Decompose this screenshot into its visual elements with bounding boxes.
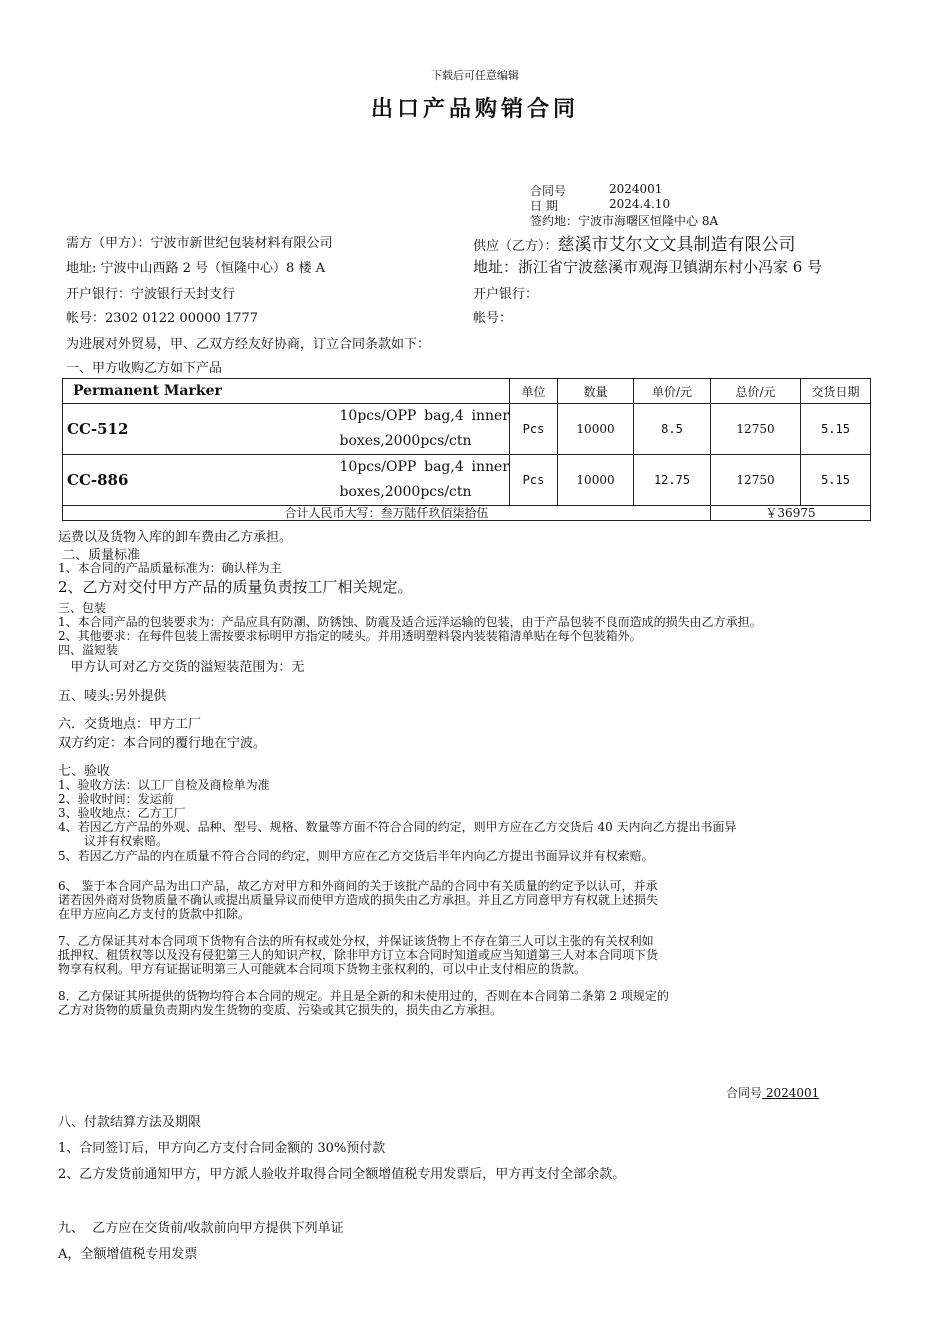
date-label: 日 期	[530, 199, 558, 213]
freight-note: 运费以及货物入库的卸车费由乙方承担。	[58, 530, 293, 545]
signing-place: 签约地：宁波市海曙区恒隆中心 8A	[530, 214, 719, 228]
header-qty: 数量	[558, 379, 634, 404]
header-unit: 单位	[510, 379, 558, 404]
row-qty: 10000	[558, 455, 634, 506]
page-title: 出口产品购销合同	[370, 97, 579, 122]
row-desc-line2: boxes,2000pcs/ctn	[339, 484, 472, 500]
row-qty: 10000	[558, 404, 634, 455]
header-total: 总价/元	[711, 379, 801, 404]
section7-item6-line1: 6、 鉴于本合同产品为出口产品，故乙方对甲方和外商间的关于该批产品的合同中有关质量的约定予以认可，并承	[58, 879, 658, 893]
section8-item2: 2、乙方发货前通知甲方，甲方派人验收并取得合同全额增值税专用发票后，甲方再支付全部余款。	[58, 1167, 626, 1182]
footer-contract-no-value: 2024001	[762, 1086, 820, 1100]
row-desc	[338, 455, 510, 506]
section4-text: 甲方认可对乙方交货的溢短装范围为：无	[58, 660, 305, 675]
row-desc-line1: 10pcs/OPP bag,4 inner	[339, 459, 510, 475]
row-price: 8.5	[634, 404, 711, 455]
section7-item6-line3: 在甲方应向乙方支付的货款中扣除。	[58, 907, 251, 921]
section7-item8-line1: 8．乙方保证其所提供的货物均符合本合同的规定。并且是全新的和未使用过的，否则在本合同第二条第 2 项规定的	[58, 989, 669, 1003]
row-desc-line2: boxes,2000pcs/ctn	[339, 433, 472, 449]
footer-contract-no	[726, 1084, 819, 1101]
sum-value: ￥36975	[711, 506, 871, 521]
section6-text: 双方约定：本合同的覆行地在宁波。	[58, 736, 267, 751]
row-total: 12750	[711, 404, 801, 455]
section7-item1: 1、验收方法：以工厂自检及商检单为准	[58, 778, 270, 792]
footer-contract-no-label: 合同号	[726, 1086, 763, 1100]
table-sum-row	[63, 506, 871, 521]
product-name: Permanent Marker	[63, 379, 510, 404]
row-date: 5.15	[801, 455, 871, 506]
row-total: 12750	[711, 455, 801, 506]
row-desc	[338, 404, 510, 455]
header-price: 单价/元	[634, 379, 711, 404]
seller-address: 地址：浙江省宁波慈溪市观海卫镇湖东村小冯家 6 号	[473, 258, 823, 276]
section7-item4-line1: 4、若因乙方产品的外观、品种、型号、规格、数量等方面不符合合同的约定，则甲方应在乙方交货后 40 天内向乙方提出书面异	[58, 820, 737, 834]
table-row	[63, 404, 871, 455]
contract-no-label: 合同号	[530, 184, 567, 198]
section7-item5: 5、若因乙方产品的内在质量不符合合同的约定，则甲方应在乙方交货后半年内向乙方提出书面异议并有权索赔。	[58, 849, 654, 863]
section7-item2: 2、验收时间：发运前	[58, 792, 174, 806]
section3-item2: 2、其他要求：在每件包装上需按要求标明甲方指定的唛头。并用透明塑料袋内装装箱清单贴在每个包装箱外。	[58, 629, 642, 643]
table-header-row	[63, 379, 871, 404]
buyer-account: 帐号：2302 0122 00000 1777	[66, 311, 259, 326]
seller-label: 供应（乙方）：	[473, 239, 558, 254]
seller-account: 帐号：	[473, 311, 513, 326]
section7-item7-line3: 物享有权利。甲方有证据证明第三人可能就本合同项下货物主张权利的，可以中止支付相应的货款。	[58, 962, 587, 976]
row-unit: Pcs	[510, 404, 558, 455]
header-date: 交货日期	[801, 379, 871, 404]
section8-item1: 1、合同签订后，甲方向乙方支付合同金额的 30%预付款	[58, 1141, 386, 1156]
row-model: CC-512	[63, 404, 338, 455]
section9-heading: 九、 乙方应在交货前/收款前向甲方提供下列单证	[58, 1221, 344, 1236]
row-date: 5.15	[801, 404, 871, 455]
section9-itemA: A，全额增值税专用发票	[58, 1247, 198, 1262]
section1-heading: 一、甲方收购乙方如下产品	[66, 361, 223, 376]
top-note: 下载后可任意编辑	[431, 69, 519, 82]
section7-item7-line1: 7、乙方保证其对本合同项下货物有合法的所有权或处分权，并保证该货物上不存在第三人可以主张的有关权利如	[58, 934, 654, 948]
intro-text: 为进展对外贸易，甲、乙双方经友好协商，订立合同条款如下：	[66, 337, 431, 352]
section5-heading: 五、唛头:另外提供	[58, 689, 167, 704]
section7-item3: 3、验收地点：乙方工厂	[58, 806, 186, 820]
section7-heading: 七、验收	[58, 764, 111, 779]
section2-heading: 二、质量标准	[58, 548, 141, 563]
section2-item2: 2、乙方对交付甲方产品的质量负责按工厂相关规定。	[58, 578, 413, 596]
buyer-address: 地址: 宁波中山西路 2 号（恒隆中心）8 楼 A	[66, 261, 325, 276]
sum-text: 合计人民币大写：叁万陆仟玖佰柒拾伍	[63, 506, 711, 521]
date-value: 2024.4.10	[609, 197, 671, 211]
row-price: 12.75	[634, 455, 711, 506]
seller-bank: 开户银行：	[473, 287, 539, 302]
row-model: CC-886	[63, 455, 338, 506]
section7-item7-line2: 抵押权、租赁权等以及没有侵犯第三人的知识产权，除非甲方订立本合同时知道或应当知道第三人对本合同项下货	[58, 948, 659, 962]
buyer-name: 需方（甲方）：宁波市新世纪包装材料有限公司	[66, 236, 333, 251]
seller-line	[473, 230, 796, 255]
section6-heading: 六．交货地点：甲方工厂	[58, 717, 202, 732]
section7-item8-line2: 乙方对货物的质量负责期内发生货物的变质、污染或其它损失的，损失由乙方承担。	[58, 1003, 503, 1017]
section4-heading: 四、溢短装	[58, 643, 119, 657]
seller-name: 慈溪市艾尔文文具制造有限公司	[557, 235, 796, 255]
product-table	[62, 378, 871, 521]
row-unit: Pcs	[510, 455, 558, 506]
table-row	[63, 455, 871, 506]
contract-no-value: 2024001	[609, 182, 663, 196]
section2-item1: 1、本合同的产品质量标准为：确认样为主	[58, 561, 282, 575]
section7-item4-line2: 议并有权索赔。	[84, 834, 169, 848]
buyer-bank: 开户银行：宁波银行天封支行	[66, 287, 236, 302]
section3-item1: 1、本合同产品的包装要求为：产品应具有防潮、防锈蚀、防震及适合远洋运输的包装，由于产品包装不良而造成的损失由乙方承担。	[58, 615, 762, 629]
section3-heading: 三、包装	[58, 601, 107, 615]
section8-heading: 八、付款结算方法及期限	[58, 1115, 202, 1130]
section7-item6-line2: 诺若因外商对货物质量不确认或提出质量异议而使甲方造成的损失由乙方承担。并且乙方同意甲方有权就上述损失	[58, 893, 659, 907]
row-desc-line1: 10pcs/OPP bag,4 inner	[339, 408, 510, 424]
